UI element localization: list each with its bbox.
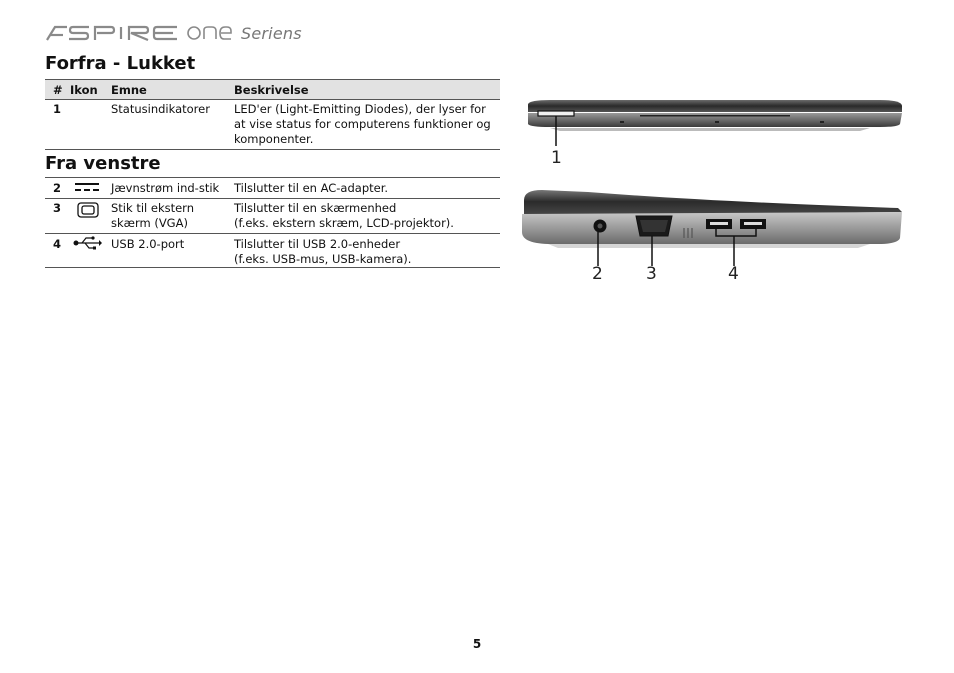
laptop-left-figure <box>518 186 908 266</box>
row-desc: Tilslutter til en AC-adapter. <box>234 181 389 195</box>
table-row <box>45 234 500 268</box>
col-num: # <box>53 83 63 97</box>
brand-header <box>45 22 302 44</box>
row-desc-line1: Tilslutter til en skærmenhed <box>234 201 397 215</box>
row-desc-line1: Tilslutter til USB 2.0-enheder <box>234 237 401 251</box>
row-number: 2 <box>53 181 62 195</box>
row-desc-line2: (f.eks. USB-mus, USB-kamera). <box>234 252 412 266</box>
table-row <box>45 198 500 234</box>
row-item: USB 2.0-port <box>111 237 185 251</box>
row-number: 3 <box>53 201 62 215</box>
row-item: Jævnstrøm ind-stik <box>111 181 220 195</box>
row-item: Statusindikatorer <box>111 102 210 116</box>
section-title-front: Forfra - Lukket <box>45 53 196 74</box>
col-desc: Beskrivelse <box>234 83 309 97</box>
table-row <box>45 177 500 199</box>
figure-label-4: 4 <box>728 264 739 284</box>
row-number: 4 <box>53 237 62 251</box>
laptop-front-figure <box>520 96 910 146</box>
vga-monitor-icon <box>77 202 99 218</box>
figure-label-2: 2 <box>592 264 603 284</box>
section-title-left: Fra venstre <box>45 153 161 174</box>
row-item: Stik til ekstern skærm (VGA) <box>111 201 194 230</box>
col-icon: Ikon <box>70 83 98 97</box>
row-desc <box>234 237 500 267</box>
figure-label-3: 3 <box>646 264 657 284</box>
one-logo <box>187 25 233 41</box>
col-item: Emne <box>111 83 147 97</box>
row-desc-line2: (f.eks. ekstern skræm, LCD-projektor). <box>234 216 454 230</box>
row-desc <box>234 201 500 231</box>
series-label: Seriens <box>241 23 302 43</box>
page-number: 5 <box>472 637 482 651</box>
table-row <box>45 99 500 150</box>
row-number: 1 <box>53 102 62 116</box>
aspire-logo <box>45 25 183 41</box>
usb-icon <box>73 236 103 250</box>
table-header-row <box>45 79 500 100</box>
figure-label-1: 1 <box>551 148 562 168</box>
row-desc: LED'er (Light-Emitting Diodes), der lyser for at vise status for computerens funktioner og komponenter. <box>234 102 491 146</box>
dc-power-icon <box>73 182 101 194</box>
